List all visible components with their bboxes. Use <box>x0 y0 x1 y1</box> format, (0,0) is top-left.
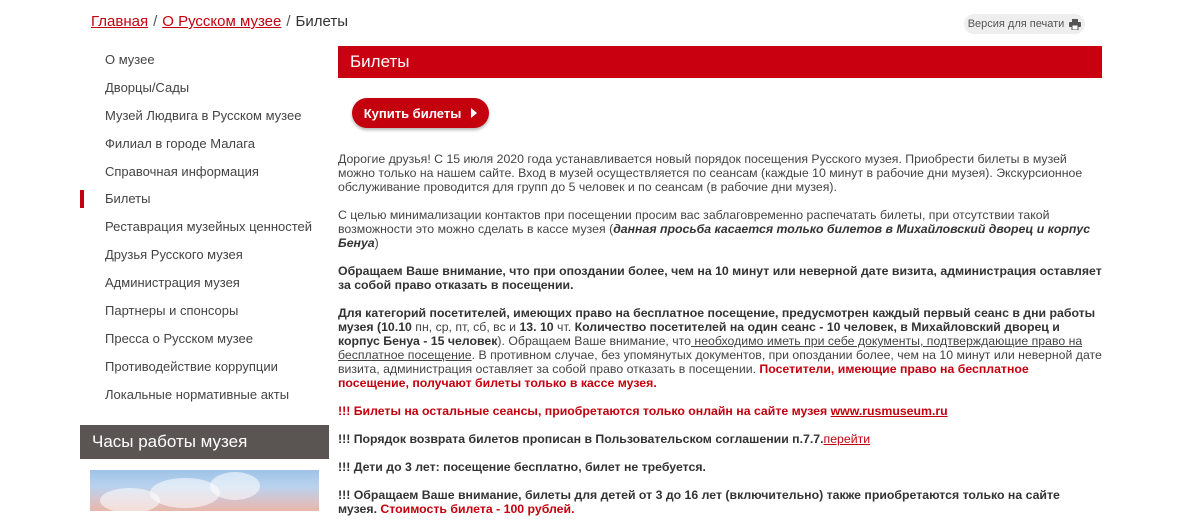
info-paragraph: !!! Порядок возврата билетов прописан в Пользовательском соглашении п.7.7.перейти <box>338 432 871 446</box>
sidebar-item-malaga[interactable]: Филиал в городе Малага <box>105 135 255 151</box>
sidebar-item-friends[interactable]: Друзья Русского музея <box>105 247 243 263</box>
info-paragraph: !!! Билеты на остальные сеансы, приобретаются только онлайн на сайте музея www.rusmuseum.ru <box>338 404 948 418</box>
sidebar-item-administration[interactable]: Администрация музея <box>105 275 240 291</box>
breadcrumb-about-link[interactable]: О Русском музее <box>162 13 282 30</box>
page-title: Билеты <box>338 46 1102 78</box>
tickets-info <box>338 152 1102 530</box>
print-version-label: Версия для печати <box>967 18 1065 30</box>
sidebar-item-local-acts[interactable]: Локальные нормативные акты <box>105 386 290 402</box>
sidebar-item-anticorruption[interactable]: Противодействие коррупции <box>105 358 278 374</box>
breadcrumb <box>91 13 348 30</box>
info-paragraph: !!! Обращаем Ваше внимание, билеты для детей от 3 до 16 лет (включительно) также приобретаются только на сайте музея. Стоимость билета - 100 рублей. <box>338 488 1060 516</box>
arrow-right-icon <box>471 108 477 118</box>
sidebar-item-press[interactable]: Пресса о Русском музее <box>105 330 253 346</box>
buy-tickets-label: Купить билеты <box>363 105 462 121</box>
info-paragraph: С целью минимализации контактов при посещении просим вас заблаговременно распечатать билеты, при отсутствии такой возможности это можно сделать в кассе музея (данная просьба касается только билетов в Михайловский дворец и корпус Бенуа) <box>338 208 1091 250</box>
sidebar-item-restoration[interactable]: Реставрация музейных ценностей <box>105 219 313 235</box>
sidebar-item-ludwig-museum[interactable]: Музей Людвига в Русском музее <box>105 107 302 123</box>
sidebar-item-palaces[interactable]: Дворцы/Сады <box>105 79 190 95</box>
breadcrumb-home-link[interactable]: Главная <box>91 13 149 30</box>
info-paragraph: Для категорий посетителей, имеющих право на бесплатное посещение, предусмотрен каждый первый сеанс в дни работы музея (10.10 пн, ср, пт, сб, вс и 13. 10 чт. Количество посетителей на один сеанс - 10 человек, в Михайловский дворец и корпус Бенуа - 15 человек). Обращаем Ваше внимание, что необходимо иметь при себе документы, подтверждающие право на бесплатное посещение. В противном случае, без упомянутых документов, при опоздании более, чем на 10 минут или неверной дате визита, администрация оставляет за собой право отказать в посещении. Посетители, имеющие право на бесплатное посещение, получают билеты только в кассе музея. <box>338 306 1102 390</box>
info-paragraph: !!! Дети до 3 лет: посещение бесплатно, билет не требуется. <box>338 460 706 474</box>
museum-hours-heading[interactable]: Часы работы музея <box>80 425 329 459</box>
sidebar-item-tickets[interactable]: Билеты <box>80 185 330 213</box>
printer-icon <box>1069 19 1081 30</box>
rusmuseum-link[interactable]: www.rusmuseum.ru <box>830 404 948 418</box>
breadcrumb-current: Билеты <box>295 13 349 30</box>
sidebar-item-info[interactable]: Справочная информация <box>105 163 259 179</box>
info-paragraph: Дорогие друзья! С 15 июля 2020 года устанавливается новый порядок посещения Русского музея. Приобрести билеты в музей можно только на нашем сайте. Вход в музей осуществляется по сеансам (каждые 10 минут в рабочие дни музея). Экскурсионное обслуживание проводится для групп до 5 человек и по сеансам (в рабочие дни музея). <box>338 152 1083 194</box>
sidebar-nav <box>80 46 330 409</box>
museum-hours-image[interactable] <box>90 470 319 511</box>
sidebar-item-about[interactable]: О музее <box>105 52 155 67</box>
buy-tickets-button[interactable] <box>352 98 489 128</box>
sidebar-item-partners[interactable]: Партнеры и спонсоры <box>105 303 239 319</box>
info-paragraph: Обращаем Ваше внимание, что при опоздании более, чем на 10 минут или неверной дате визита, администрация оставляет за собой право отказать в посещении. <box>338 264 1102 292</box>
breadcrumb-separator: / <box>286 13 291 30</box>
breadcrumb-separator: / <box>153 13 158 30</box>
return-policy-link[interactable]: перейти <box>823 432 871 446</box>
print-version-button[interactable] <box>964 14 1085 34</box>
